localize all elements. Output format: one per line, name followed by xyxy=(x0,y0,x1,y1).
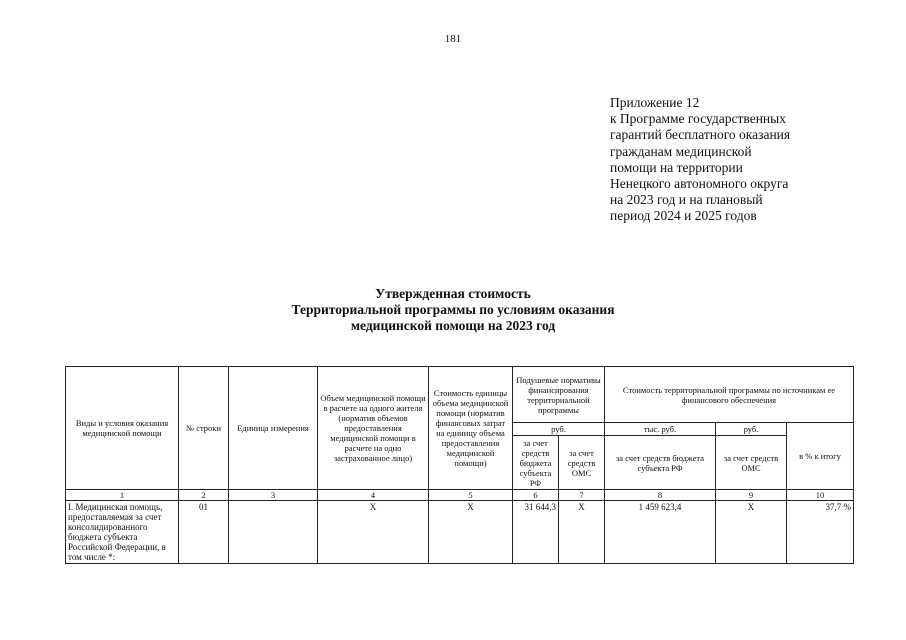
header-total-cost: Стоимость территориальной программы по источникам ее финансового обеспечения xyxy=(605,367,854,423)
title-line: Утвержденная стоимость xyxy=(375,286,531,301)
header-total-budget: за счет средств бюджета субъекта РФ xyxy=(605,436,716,490)
cell-unit xyxy=(229,501,318,564)
cell-unit-cost: X xyxy=(429,501,513,564)
cell-total-budget: 1 459 623,4 xyxy=(605,501,716,564)
appendix-line: к Программе государственных xyxy=(610,111,786,127)
appendix-line: гарантий бесплатного оказания xyxy=(610,127,791,143)
header-row-number: № строки xyxy=(179,367,229,490)
column-number: 8 xyxy=(605,490,716,501)
header-per-capita-oms: за счет средств ОМС xyxy=(559,436,605,490)
appendix-line: Приложение 12 xyxy=(610,95,700,110)
column-number: 1 xyxy=(66,490,179,501)
cell-per-capita-oms: X xyxy=(559,501,605,564)
column-number: 7 xyxy=(559,490,605,501)
header-rub: руб. xyxy=(716,423,787,436)
appendix-line: период 2024 и 2025 годов xyxy=(610,208,757,224)
appendix-line: помощи на территории xyxy=(610,159,743,175)
column-number-row xyxy=(66,490,854,501)
header-per-capita-budget: за счет средств бюджета субъекта РФ xyxy=(513,436,559,490)
column-number: 9 xyxy=(716,490,787,501)
column-number: 2 xyxy=(179,490,229,501)
title-line: Территориальной программы по условиям оказания xyxy=(291,302,615,317)
document-title xyxy=(230,286,676,334)
column-number: 6 xyxy=(513,490,559,501)
appendix-line: на 2023 год и на плановый xyxy=(610,192,763,208)
header-per-capita: Подушевые нормативы финансирования территориальной программы xyxy=(513,367,605,423)
cell-name: I. Медицинская помощь, предоставляемая за счет консолидированного бюджета субъекта Российской Федерации, в том числе *: xyxy=(66,501,179,564)
appendix-line: Ненецкого автономного округа xyxy=(610,176,789,192)
appendix-header xyxy=(610,95,840,225)
cell-row-number: 01 xyxy=(179,501,229,564)
appendix-line: гражданам медицинской xyxy=(610,143,752,159)
header-volume: Объем медицинской помощи в расчете на одного жителя (норматив объемов предоставления медицинской помощи в расчете на одно застрахованное лицо) xyxy=(318,367,429,490)
column-number: 5 xyxy=(429,490,513,501)
column-number: 10 xyxy=(787,490,854,501)
header-percent: в % к итогу xyxy=(787,423,854,490)
header-types: Виды и условия оказания медицинской помощи xyxy=(66,367,179,490)
page-number: 181 xyxy=(444,33,462,45)
cell-volume: X xyxy=(318,501,429,564)
cost-table xyxy=(65,366,854,564)
title-line: медицинской помощи на 2023 год xyxy=(350,318,556,333)
header-unit-cost: Стоимость единицы объема медицинской помощи (норматив финансовых затрат на единицу объема предоставления медицинской помощи) xyxy=(429,367,513,490)
cell-total-oms: X xyxy=(716,501,787,564)
header-per-capita-unit: руб. xyxy=(513,423,605,436)
header-unit: Единица измерения xyxy=(229,367,318,490)
column-number: 3 xyxy=(229,490,318,501)
table-row xyxy=(66,501,854,564)
cell-percent: 37,7 % xyxy=(787,501,854,564)
cell-per-capita-budget: 31 644,3 xyxy=(513,501,559,564)
column-number: 4 xyxy=(318,490,429,501)
header-thousand-rub: тыс. руб. xyxy=(605,423,716,436)
header-total-oms: за счет средств ОМС xyxy=(716,436,787,490)
